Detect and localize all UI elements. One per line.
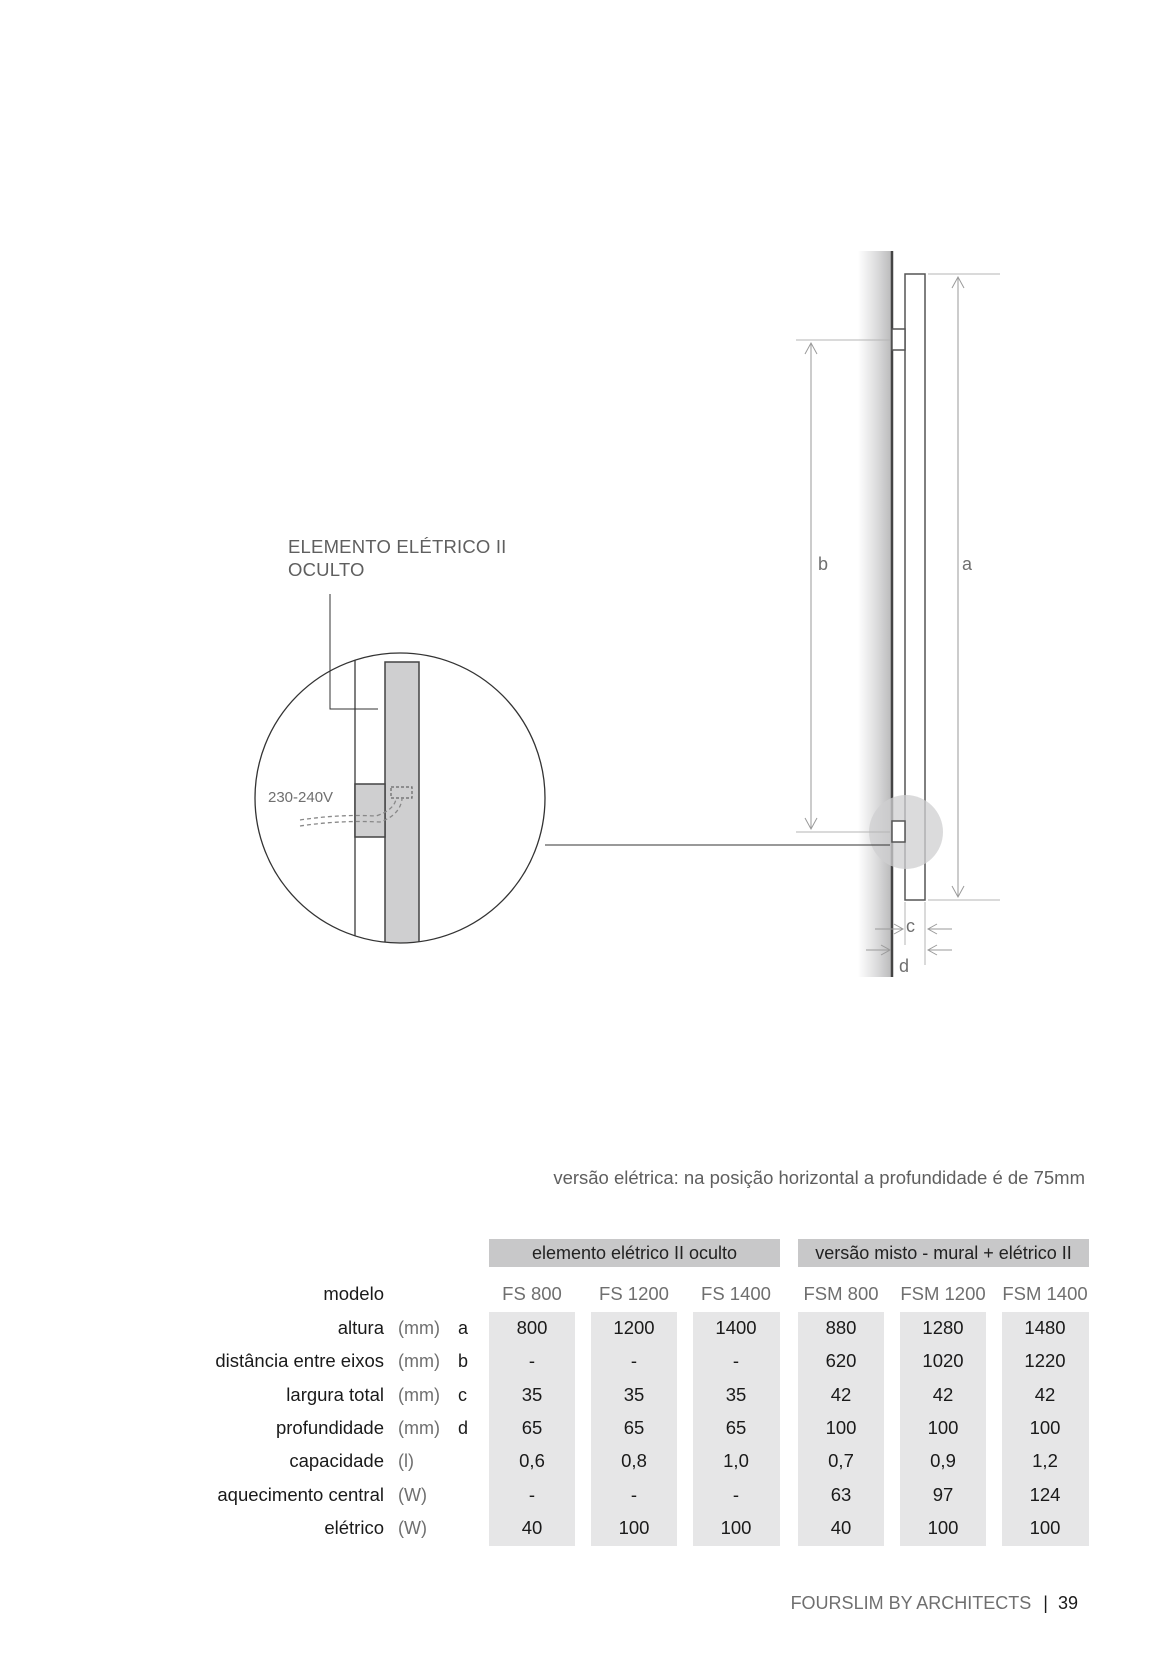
table-cell: 0,8 bbox=[621, 1450, 647, 1472]
detail-radiator bbox=[385, 662, 419, 944]
table-cell: 1480 bbox=[1024, 1317, 1066, 1338]
top-bracket bbox=[892, 329, 905, 350]
group-header-hidden-electric: elemento elétrico II oculto bbox=[489, 1239, 780, 1267]
table-cell: 1280 bbox=[922, 1317, 964, 1338]
row-unit: (mm) bbox=[398, 1318, 440, 1338]
footer-brand: FOURSLIM BY ARCHITECTS bbox=[790, 1593, 1032, 1613]
callout-line-1: ELEMENTO ELÉTRICO II bbox=[288, 536, 507, 557]
table-row bbox=[0, 1380, 1166, 1410]
table-cell: - bbox=[528, 1483, 536, 1505]
dim-c-label: c bbox=[906, 916, 915, 936]
page-number: 39 bbox=[1057, 1593, 1078, 1613]
row-dimension-letter: b bbox=[458, 1351, 469, 1372]
table-cell: - bbox=[732, 1483, 740, 1505]
dim-d-label: d bbox=[899, 956, 910, 976]
row-unit: (W) bbox=[398, 1517, 427, 1538]
table-row bbox=[0, 1480, 1166, 1510]
table-cell: 42 bbox=[932, 1383, 954, 1405]
row-unit: (l) bbox=[398, 1451, 414, 1472]
table-cell: - bbox=[630, 1483, 638, 1505]
row-dimension-letter: c bbox=[458, 1384, 467, 1405]
row-label: profundidade bbox=[275, 1416, 384, 1438]
row-label: largura total bbox=[286, 1383, 384, 1405]
table-cell: 100 bbox=[927, 1516, 959, 1538]
table-cell: 100 bbox=[1029, 1416, 1061, 1438]
model-name: FS 1200 bbox=[599, 1283, 669, 1304]
model-label: modelo bbox=[323, 1283, 384, 1304]
table-row bbox=[0, 1313, 1166, 1343]
table-cell: 65 bbox=[521, 1416, 543, 1438]
table-cell: 40 bbox=[521, 1516, 543, 1538]
table-cell: - bbox=[732, 1350, 740, 1372]
wall-section bbox=[858, 251, 892, 977]
row-label: capacidade bbox=[289, 1450, 384, 1472]
table-cell: 42 bbox=[830, 1383, 852, 1405]
table-cell: 100 bbox=[825, 1416, 857, 1438]
table-cell: 100 bbox=[720, 1516, 752, 1538]
table-cell: 1200 bbox=[613, 1317, 655, 1338]
table-cell: 97 bbox=[932, 1483, 954, 1505]
dim-a-label: a bbox=[962, 554, 973, 574]
table-cell: 0,9 bbox=[930, 1450, 956, 1472]
table-cell: - bbox=[528, 1350, 536, 1372]
table-cell: 100 bbox=[618, 1516, 650, 1538]
model-row bbox=[0, 1279, 1166, 1309]
table-cell: 0,7 bbox=[828, 1450, 854, 1472]
table-cell: 35 bbox=[623, 1383, 645, 1405]
callout-line-2: OCULTO bbox=[288, 559, 365, 580]
bottom-bracket bbox=[892, 821, 905, 842]
row-label: distância entre eixos bbox=[215, 1350, 384, 1372]
table-cell: 1220 bbox=[1024, 1350, 1066, 1372]
row-dimension-letter: a bbox=[458, 1318, 469, 1338]
voltage-label: 230-240V bbox=[268, 789, 334, 806]
table-row bbox=[0, 1513, 1166, 1543]
table-row bbox=[0, 1413, 1166, 1443]
table-cell: 100 bbox=[927, 1416, 959, 1438]
table-cell: 40 bbox=[830, 1516, 852, 1538]
table-cell: 800 bbox=[516, 1317, 548, 1338]
footer-separator: | bbox=[1043, 1593, 1048, 1613]
table-cell: 620 bbox=[825, 1350, 857, 1372]
electric-version-note: versão elétrica: na posição horizontal a profundidade é de 75mm bbox=[553, 1167, 1085, 1188]
row-unit: (mm) bbox=[398, 1384, 440, 1405]
table-cell: 65 bbox=[725, 1416, 747, 1438]
dim-b-label: b bbox=[818, 554, 829, 574]
group-header-mixed: versão misto - mural + elétrico II bbox=[798, 1239, 1089, 1267]
detail-bracket bbox=[355, 784, 385, 837]
row-unit: (W) bbox=[398, 1484, 427, 1505]
callout-leader bbox=[330, 594, 378, 709]
row-label: aquecimento central bbox=[217, 1483, 384, 1505]
table-cell: 42 bbox=[1034, 1383, 1056, 1405]
table-row bbox=[0, 1446, 1166, 1476]
table-cell: 63 bbox=[830, 1483, 852, 1505]
callout-label bbox=[288, 535, 507, 581]
table-cell: 1400 bbox=[715, 1317, 757, 1338]
model-name: FSM 1400 bbox=[1002, 1283, 1088, 1304]
table-cell: 1,0 bbox=[723, 1450, 749, 1472]
row-unit: (mm) bbox=[398, 1351, 440, 1372]
page-footer bbox=[791, 1593, 1078, 1614]
table-cell: 1,2 bbox=[1032, 1450, 1058, 1472]
row-dimension-letter: d bbox=[458, 1417, 469, 1438]
model-name: FSM 1200 bbox=[900, 1283, 986, 1304]
table-cell: 65 bbox=[623, 1416, 645, 1438]
table-cell: 100 bbox=[1029, 1516, 1061, 1538]
table-cell: 124 bbox=[1029, 1483, 1061, 1505]
table-row bbox=[0, 1346, 1166, 1376]
table-cell: 35 bbox=[521, 1383, 543, 1405]
row-unit: (mm) bbox=[398, 1417, 440, 1438]
table-cell: 35 bbox=[725, 1383, 747, 1405]
table-cell: 880 bbox=[825, 1317, 857, 1338]
row-label: altura bbox=[337, 1317, 384, 1338]
model-name: FS 1400 bbox=[701, 1283, 771, 1304]
model-name: FSM 800 bbox=[803, 1283, 879, 1304]
model-name: FS 800 bbox=[502, 1283, 562, 1304]
table-cell: 1020 bbox=[922, 1350, 964, 1372]
table-cell: 0,6 bbox=[519, 1450, 545, 1472]
row-label: elétrico bbox=[324, 1516, 384, 1538]
table-cell: - bbox=[630, 1350, 638, 1372]
